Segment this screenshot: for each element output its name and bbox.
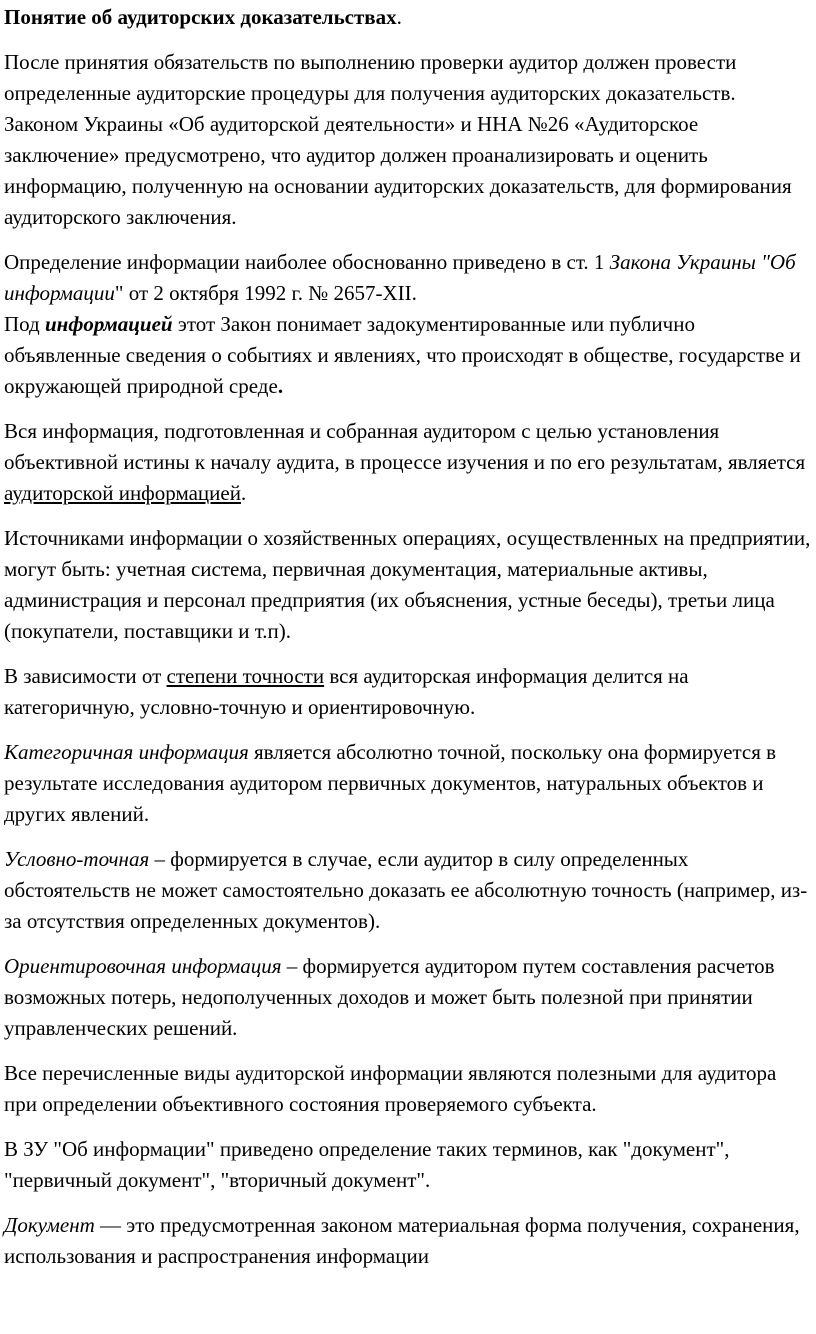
- paragraph-information-definition: [4, 247, 812, 309]
- text-run: является абсолютно точной, поскольку она формируется в результате исследования аудитором первичных документов, натуральных объектов и других явлений.: [4, 740, 777, 826]
- paragraph-information-term: [4, 309, 812, 402]
- paragraph-approximate-information: [4, 951, 812, 1044]
- paragraph-information-sources: Источниками информации о хозяйственных операциях, осуществленных на предприятии, могут быть: учетная система, первичная документация, материальные активы, администрация и персонал предприятия (их объяснения, устные беседы), третьи лица (покупатели, поставщики и т.п).: [4, 526, 811, 643]
- law-reference: Закона Украины "Об информации: [4, 250, 796, 305]
- term-categorical: Категоричная информация: [4, 740, 249, 764]
- text-run: вся аудиторская информация делится на категоричную, условно-точную и ориентировочную.: [4, 664, 689, 719]
- link-accuracy-degree[interactable]: степени точности: [166, 664, 325, 688]
- text-run: – формируется в случае, если аудитор в силу определенных обстоятельств не может самостоятельно доказать ее абсолютную точность (например, из-за отсутствия определенных документов).: [4, 847, 808, 933]
- paragraph-accuracy-degree: [4, 661, 812, 723]
- text-run: Вся информация, подготовленная и собранная аудитором с целью установления объективной истины к началу аудита, в процессе изучения и по его результатам, является: [4, 419, 806, 474]
- text-run: этот Закон понимает задокументированные или публично объявленные сведения о событиях и явлениях, что происходят в обществе, государстве и окружающей природной среде: [4, 312, 801, 398]
- paragraph-audit-information: [4, 416, 812, 509]
- paragraph-usefulness: Все перечисленные виды аудиторской информации являются полезными для аудитора при определении объективного состояния проверяемого субъекта.: [4, 1061, 777, 1116]
- term-document: Документ: [4, 1213, 95, 1237]
- heading-paragraph: [4, 2, 812, 33]
- paragraph-conditional-information: [4, 844, 812, 937]
- text-run: В зависимости от: [4, 664, 167, 688]
- term-approximate: Ориентировочная информация: [4, 954, 282, 978]
- paragraph-document-definition: [4, 1210, 812, 1272]
- text-run: Определение информации наиболее обоснованно приведено в ст. 1: [4, 250, 610, 274]
- text-run: .: [240, 481, 247, 505]
- text-run: Под: [4, 312, 45, 336]
- link-audit-information[interactable]: аудиторской информацией: [4, 481, 241, 505]
- section-title: Понятие об аудиторских доказательствах: [4, 5, 397, 29]
- text-run: – формируется аудитором путем составления расчетов возможных потерь, недополученных доходов и может быть полезной при принятии управленческих решений.: [4, 954, 775, 1040]
- section-title-period: .: [396, 5, 402, 29]
- term-conditional: Условно-точная: [4, 847, 150, 871]
- paragraph-categorical-information: [4, 737, 812, 830]
- term-information: информацией: [45, 312, 173, 336]
- paragraph-audit-procedures: После принятия обязательств по выполнению проверки аудитор должен провести определенные аудиторские процедуры для получения аудиторских доказательств. Законом Украины «Об аудиторской деятельности» и ННА №26 «Аудиторское заключение» предусмотрено, что аудитор должен проанализировать и оценить информацию, полученную на основании аудиторских доказательств, для формирования аудиторского заключения.: [4, 50, 792, 229]
- text-run: — это предусмотренная законом материальная форма получения, сохранения, использования и распространения информации: [4, 1213, 800, 1268]
- text-run: " от 2 октября 1992 г. № 2657-XII.: [114, 281, 417, 305]
- document-body: [4, 2, 812, 1272]
- text-run-dot: .: [277, 374, 284, 398]
- paragraph-terms-list: В ЗУ "Об информации" приведено определение таких терминов, как "документ", "первичный документ", "вторичный документ".: [4, 1137, 730, 1192]
